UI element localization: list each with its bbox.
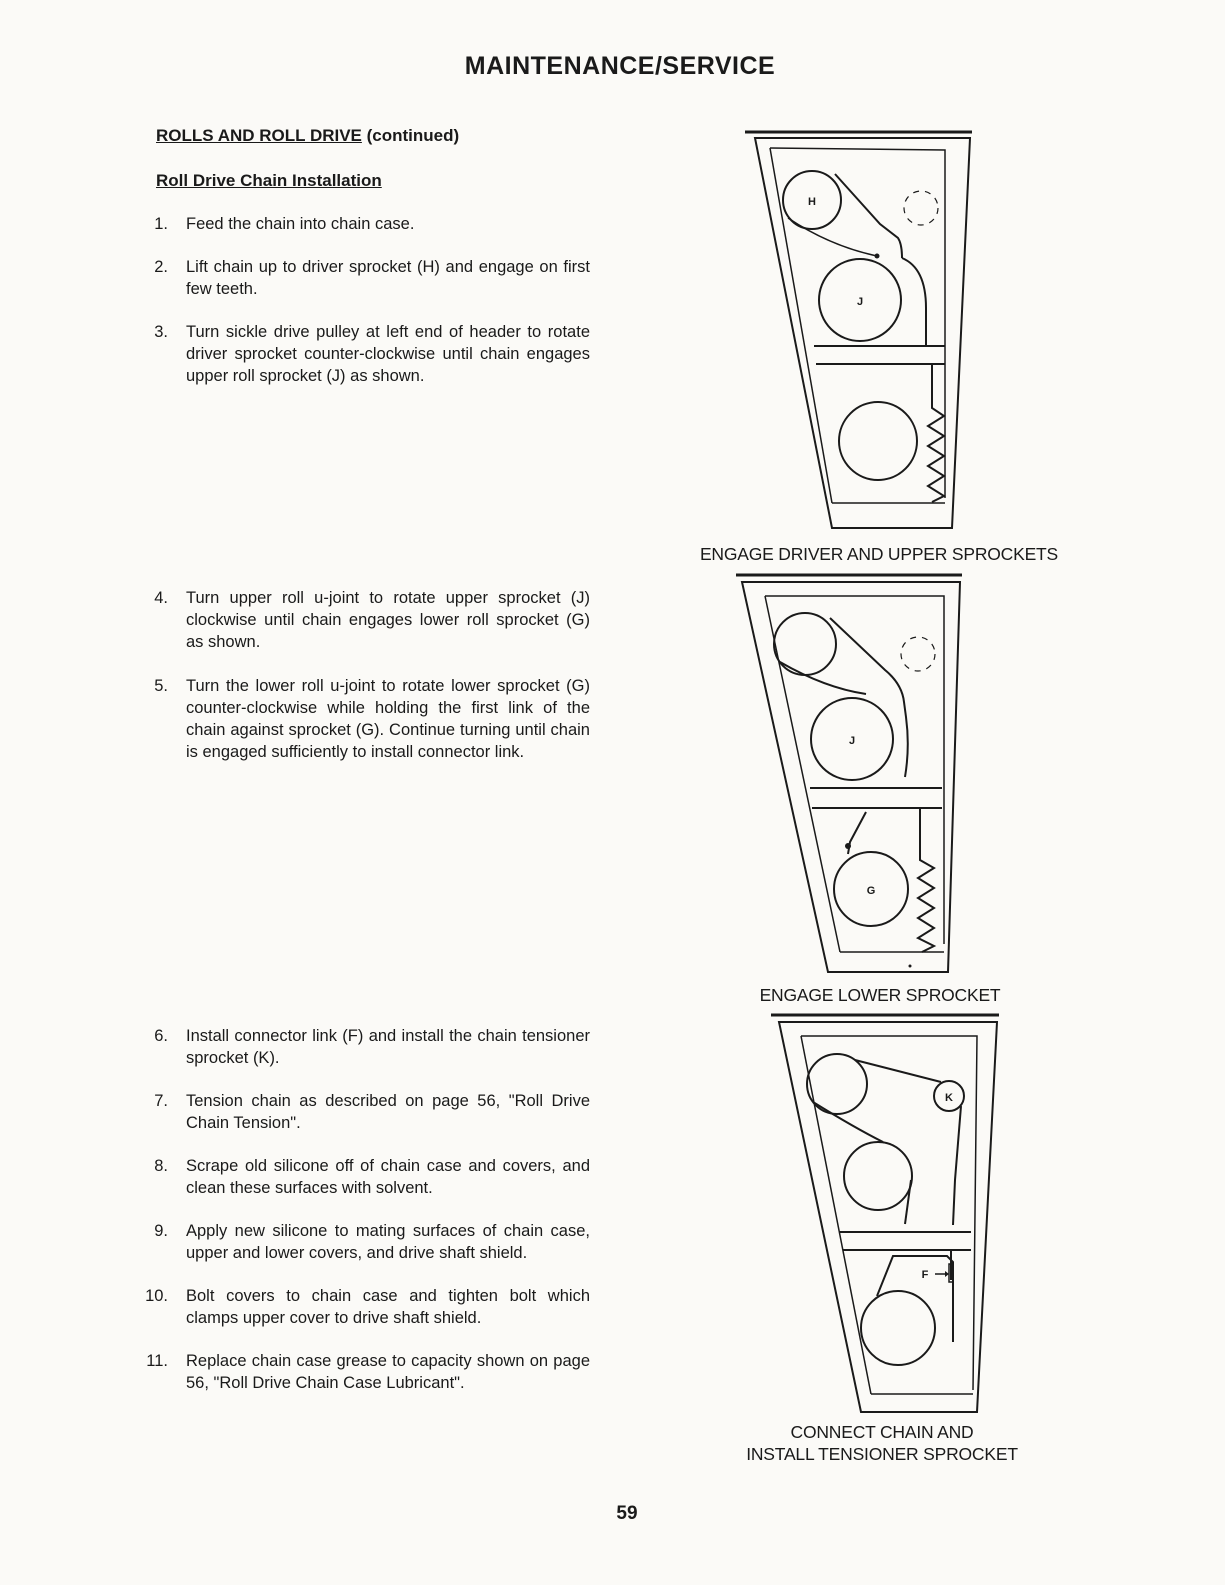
step-number: 11.	[146, 1352, 168, 1370]
figure-2-caption: ENGAGE LOWER SPROCKET	[759, 985, 1001, 1005]
label-k: K	[945, 1092, 953, 1104]
step-number: 4.	[154, 589, 168, 607]
chain-case-diagram-1	[740, 128, 980, 538]
section-heading-text: ROLLS AND ROLL DRIVE	[156, 126, 362, 145]
page-title: MAINTENANCE/SERVICE	[464, 52, 776, 80]
section-heading	[156, 126, 459, 146]
tensioner-sprocket-position	[901, 637, 935, 671]
step-number: 10.	[145, 1287, 168, 1305]
lower-sprocket	[839, 402, 917, 480]
step-text: Turn upper roll u-joint to rotate upper sprocket (J) clockwise until chain engages lower roll sprocket (G) as shown.	[186, 589, 590, 651]
step-number: 2.	[154, 258, 168, 276]
driver-sprocket	[774, 613, 836, 675]
step-3	[140, 321, 590, 387]
lower-sprocket	[861, 1291, 935, 1365]
chain-case-outline	[779, 1022, 997, 1412]
step-number: 3.	[154, 323, 168, 341]
steps-group-1	[140, 213, 590, 387]
step-number: 7.	[154, 1092, 168, 1110]
step-10	[140, 1285, 590, 1329]
upper-sprocket	[844, 1142, 912, 1210]
chain-case-diagram-2	[730, 572, 970, 977]
step-text: Turn the lower roll u-joint to rotate lower sprocket (G) counter-clockwise while holding the first link of the chain against sprocket (G). Continue turning until chain is engaged sufficiently to install connector link.	[186, 677, 590, 761]
step-text: Lift chain up to driver sprocket (H) and engage on first few teeth.	[186, 258, 590, 298]
figure-connect-chain	[765, 1010, 1005, 1420]
label-g: G	[866, 885, 876, 897]
step-4	[140, 587, 590, 653]
page-number: 59	[616, 1503, 638, 1524]
step-text: Apply new silicone to mating surfaces of chain case, upper and lower covers, and drive shaft shield.	[186, 1222, 590, 1262]
step-text: Scrape old silicone off of chain case and covers, and clean these surfaces with solvent.	[186, 1157, 590, 1197]
step-text: Feed the chain into chain case.	[186, 215, 415, 233]
label-j: J	[856, 296, 864, 308]
step-5	[140, 675, 590, 763]
label-h: H	[808, 196, 816, 208]
figure-3-caption	[702, 1421, 1062, 1465]
section-heading-suffix: (continued)	[366, 126, 460, 145]
step-text: Tension chain as described on page 56, "Roll Drive Chain Tension".	[186, 1092, 590, 1132]
step-11	[140, 1350, 590, 1394]
step-text: Install connector link (F) and install the chain tensioner sprocket (K).	[186, 1027, 590, 1067]
figure-engage-lower	[730, 572, 970, 982]
step-number: 5.	[154, 677, 168, 695]
chain-case-outline	[755, 138, 970, 528]
step-2	[140, 256, 590, 300]
figure-engage-driver-upper	[740, 128, 980, 543]
step-6	[140, 1025, 590, 1069]
step-9	[140, 1220, 590, 1264]
step-text: Replace chain case grease to capacity shown on page 56, "Roll Drive Chain Case Lubricant".	[186, 1352, 590, 1392]
step-8	[140, 1155, 590, 1199]
label-j: J	[848, 735, 856, 747]
step-number: 1.	[154, 215, 168, 233]
step-number: 6.	[154, 1027, 168, 1045]
step-1	[140, 213, 590, 235]
step-7	[140, 1090, 590, 1134]
chain-case-diagram-3	[765, 1010, 1005, 1415]
subheading: Roll Drive Chain Installation	[156, 171, 382, 190]
figure-3-caption-line-2: INSTALL TENSIONER SPROCKET	[746, 1444, 1018, 1464]
step-text: Bolt covers to chain case and tighten bolt which clamps upper cover to drive shaft shield.	[186, 1287, 590, 1327]
step-number: 9.	[154, 1222, 168, 1240]
steps-group-2	[140, 587, 590, 763]
figure-1-caption: ENGAGE DRIVER AND UPPER SPROCKETS	[699, 544, 1059, 564]
figure-3-caption-line-1: CONNECT CHAIN AND	[790, 1422, 974, 1442]
step-text: Turn sickle drive pulley at left end of header to rotate driver sprocket counter-clockwise until chain engages upper roll sprocket (J) as shown.	[186, 323, 590, 385]
label-f: F	[921, 1269, 929, 1281]
tensioner-sprocket-position	[904, 191, 938, 225]
step-number: 8.	[154, 1157, 168, 1175]
steps-group-3	[140, 1025, 590, 1394]
